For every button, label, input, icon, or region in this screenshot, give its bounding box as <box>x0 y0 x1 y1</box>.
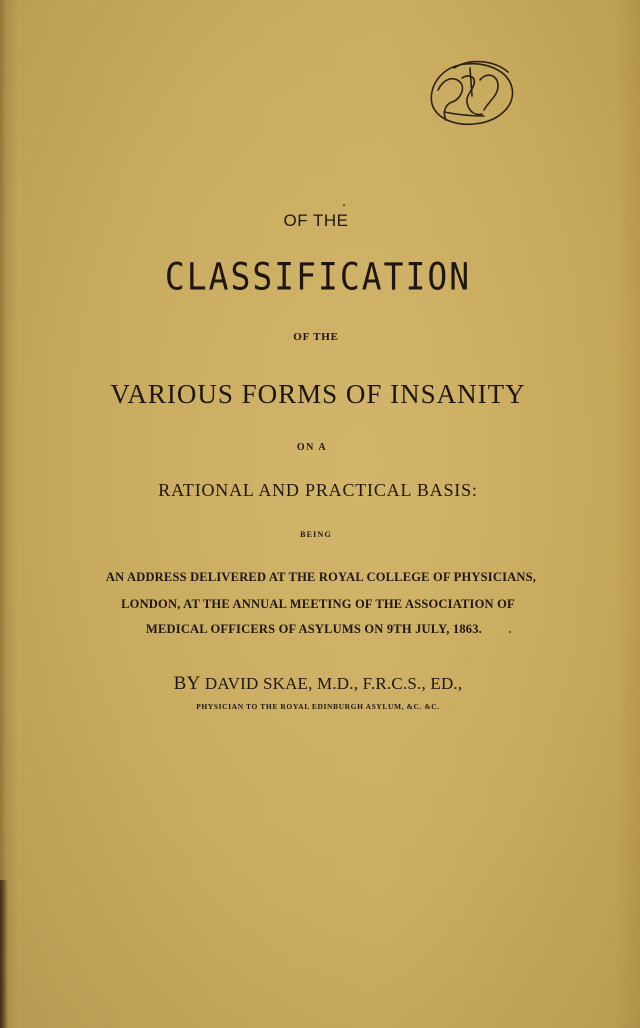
main-title: CLASSIFICATION <box>164 254 472 299</box>
library-seal-monogram-icon <box>424 56 516 128</box>
title-on-a: ON A <box>296 442 328 453</box>
author-line <box>0 673 638 695</box>
subject-title: VARIOUS FORMS OF INSANITY <box>110 379 526 409</box>
author-by: BY <box>173 673 201 694</box>
address-line-3: MEDICAL OFFICERS OF ASYLUMS ON 9TH JULY, 1863. <box>146 622 482 636</box>
title-of-the-top: OF THE <box>283 211 349 230</box>
author-name: DAVID SKAE, M.D., F.R.C.S., ED., <box>204 674 463 693</box>
address-line-1: AN ADDRESS DELIVERED AT THE ROYAL COLLEGE OF PHYSICIANS, <box>105 570 537 584</box>
page-edge-shadow <box>0 880 8 1028</box>
paper-speck <box>343 204 345 206</box>
title-of-the-small: OF THE <box>293 331 339 343</box>
basis-title: RATIONAL AND PRACTICAL BASIS: <box>158 480 478 500</box>
author-position: PHYSICIAN TO THE ROYAL EDINBURGH ASYLUM, &C. &C. <box>196 702 440 711</box>
address-line-2: LONDON, AT THE ANNUAL MEETING OF THE ASSOCIATION OF <box>121 597 515 611</box>
title-being: BEING <box>300 530 332 539</box>
paper-speck <box>509 631 511 633</box>
